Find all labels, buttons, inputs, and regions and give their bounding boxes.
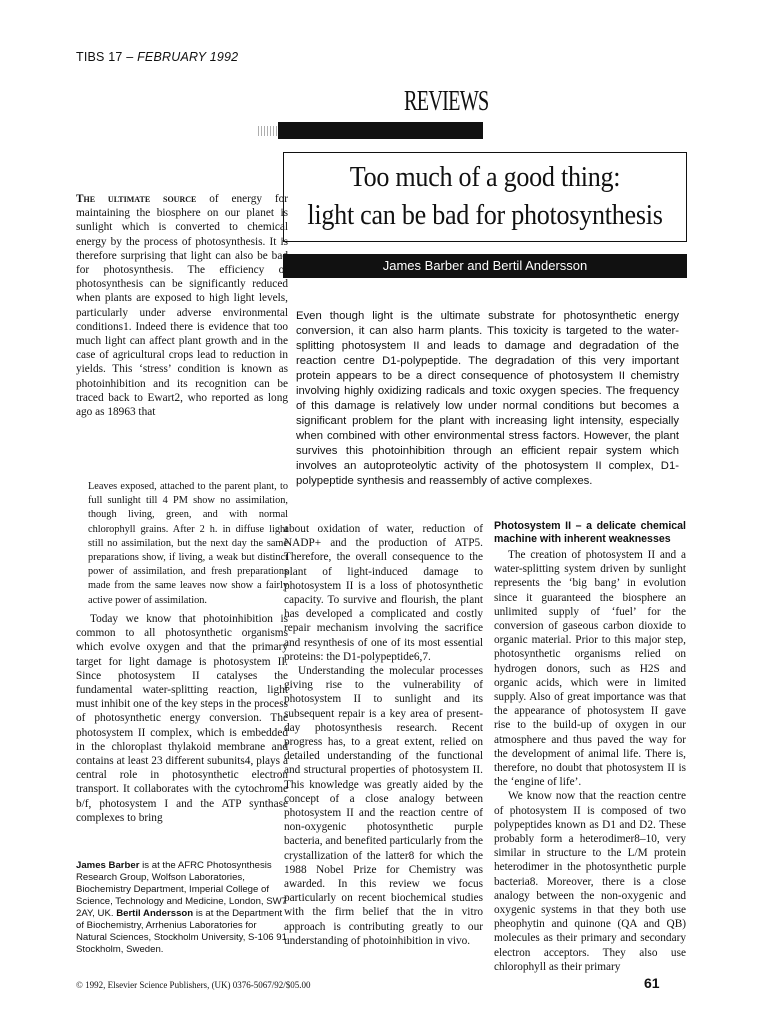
author-bio-2: is at the Department of Biochemistry, Arrhenius Laboratories for Natural Sciences, Stockholm University, S-106 91 Stockholm, Sweden. [76,908,287,955]
lead-in: The ultimate source [76,193,197,205]
intro-text: of energy for maintaining the biosphere on our planet is sunlight which is converted to chemical energy by the process of photosynthesis. It is therefore surprising that light can also be bad for photosynthesis. The efficiency of photosynthesis can be significantly reduced when plants are exposed to high light levels, particularly under adverse environmental conditions1. Indeed there is evidence that too much light can affect plant growth and in the case of agricultural crops lead to reduction in yields. This ‘stress’ condition is known as photoinhibition and its recognition can be traced back to Ewart2, who reported as long ago as 18963 that [76,193,288,419]
column-2-paragraph-2: Understanding the molecular processes giving rise to the vulnerability of photosystem II to sunlight and its subsequent repair is a key area of present-day photosynthesis research. Recent progress has, to a great extent, relied on detailed understanding of the functional and structural properties of photosystem II. This knowledge was greatly aided by the concept of a close analogy between photosystem II and the reaction centre of non-oxygenic photosynthetic purple bacteria, and benefited particularly from the crystallization of the latter8 for which the 1988 Nobel Prize for Chemistry was awarded. In this review we focus particularly on recent biochemical studies with the firm belief that the in vitro approach is contributing greatly to our understanding of photoinhibition in vivo. [284,665,483,947]
title-line-2: light can be bad for photosynthesis [307,199,663,231]
column-3-paragraph-1: The creation of photosystem II and a water-splitting system driven by sunlight represents the ‘big bang’ in evolution since it guaranteed the biosphere an unlimited supply of ‘fuel’ for the conversion of gaseous carbon dioxide to organic material. Prior to this major step, photosynthetic organisms relied on hydrogen donors, such as H2S and organic acids, which were in limited supply. Also of great importance was that the appearance of photosystem II gave rise to the build-up of oxygen in our atmosphere and thus paved the way for the development of animal life. There is, therefore, no doubt that photosystem II is the ‘engine of life’. [494,549,686,789]
column-3 [494,520,686,974]
author-bio-1: is at the AFRC Photosynthesis Research Group, Wolfson Laboratories, Biochemistry Department, Imperial College of Science, Technology and Medicine, London, SW7 2AY, UK. [76,860,288,919]
column-1-intro [76,192,288,419]
title-line-1: Too much of a good thing: [349,161,621,193]
article-title-box [283,152,687,242]
header-rule [278,122,483,139]
author-name-2: Bertil Andersson [116,908,194,919]
copyright-line: © 1992, Elsevier Science Publishers, (UK) 0376-5067/92/$05.00 [76,980,311,990]
column-2-paragraph-1: about oxidation of water, reduction of NADP+ and the production of ATP5. Therefore, the overall consequence to the plant of light-induced damage to photosystem II is a loss of photosynthetic capacity. To survive and flourish, the plant has developed a complicated and costly repair mechanism involving the sacrifice and resynthesis of one of its most essential proteins: the D1-polypeptide6,7. [284,523,483,663]
authors-bar: James Barber and Bertil Andersson [283,254,687,278]
historical-quote: Leaves exposed, attached to the parent plant, to full sunlight till 4 PM show no assimilation, though living, green, and with normal chlorophyll grains. After 2 h. in diffuse light still no assimilation, but the next day the same preparations show, if living, a weak but distinct power of assimilation, and fresh preparations made from the same leaves now show a fairly active power of assimilation. [88,481,288,606]
journal-header [76,50,238,64]
column-3-paragraph-2: We know now that the reaction centre of photosystem II is composed of two polypeptides known as D1 and D2. These probably form a heterodimer8–10, very similar in structure to the L/M protein heterodimer in the photosynthetic purple bacteria8. Moreover, there is a close analogy between the non-oxygenic and oxygenic systems in that they both use pheophytin and quinone (QA and QB) molecules as their primary and secondary electron acceptors. They also use chlorophyll as their primary [494,790,686,973]
page-number: 61 [644,975,660,991]
column-1-paragraph: Today we know that photoinhibition is common to all photosynthetic organisms which evolve oxygen and that the primary target for light damage is photosystem II. Since photosystem II catalyses the fundamental water-splitting reaction, light must inhibit one of the key steps in the process of photosynthetic energy conversion. The photosystem II complex, which is embedded in the chloroplast thylakoid membrane and contains at least 23 different subunits4, plays a central role in photosynthetic electron transport. It collaborates with the cytochrome b/f, photosystem I and the ATP synthase complexes to bring [76,613,288,824]
journal-volume: TIBS 17 – [76,50,134,64]
section-heading: Photosystem II – a delicate chemical machine with inherent weaknesses [494,520,686,545]
author-name-1: James Barber [76,860,140,871]
author-bios [76,860,288,956]
column-2 [284,522,483,948]
issue-date: FEBRUARY 1992 [137,50,239,64]
section-label: REVIEWS [404,86,489,117]
abstract: Even though light is the ultimate substrate for photosynthetic energy conversion, it can also harm plants. This toxicity is targeted to the water-splitting photosystem II and leads to damage and degradation of the reaction centre D1-polypeptide. The degradation of this very important protein appears to be a direct consequence of photosystem II chemistry involving highly oxidizing radicals and toxic oxygen species. The frequency of this damage is relatively low under normal conditions but becomes a significant problem for the plant with increasing light intensity, especially when combined with other environmental stress factors. However, the plant survives this photoinhibition through an efficient repair system which involves an autoproteolytic activity of the photosystem II complex, D1-polypeptide synthesis and reassembly of active complexes. [296,310,679,487]
column-1-body [76,612,288,825]
